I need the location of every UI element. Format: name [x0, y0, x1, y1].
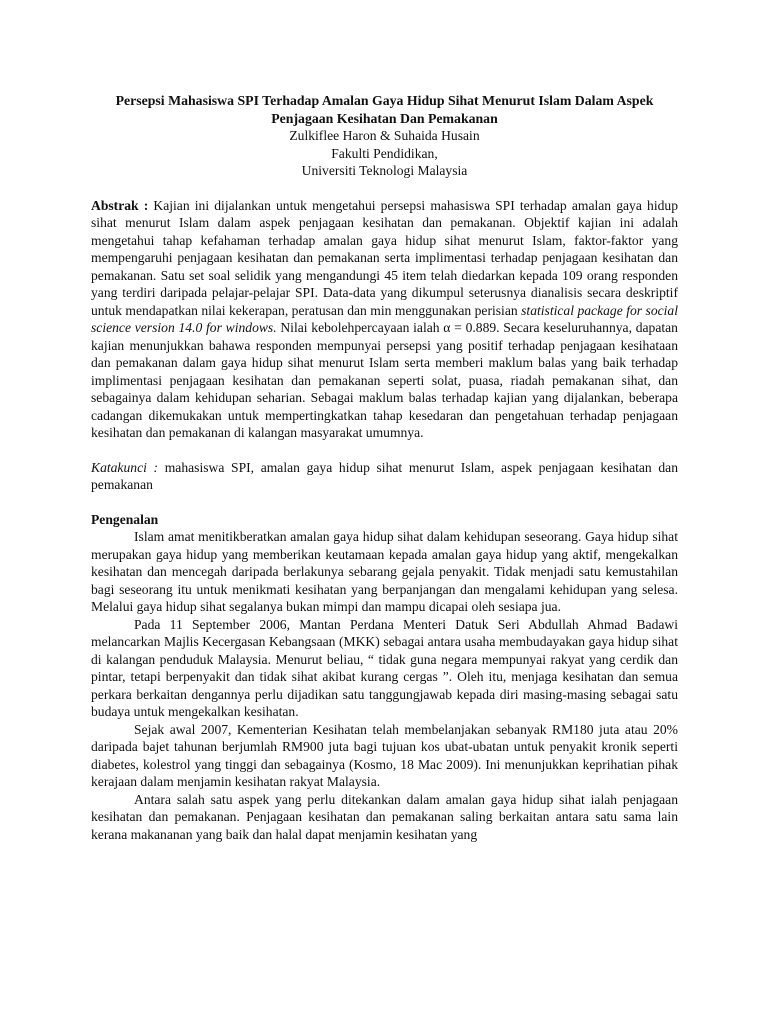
abstract-label: Abstrak : — [91, 197, 149, 213]
paper-header — [91, 92, 678, 180]
intro-paragraph-2: Pada 11 September 2006, Mantan Perdana Menteri Datuk Seri Abdullah Ahmad Badawi melancarkan Majlis Kecergasan Kebangsaan (MKK) sebagai antara usaha membudayakan gaya hidup sihat di kalangan penduduk Malaysia. Menurut beliau, “ tidak guna negara mempunyai rakyat yang cerdik dan pintar, tetapi berpenyakit dan tidak sihat akibat kurang cergas ”. Oleh itu, menjaga kesihatan dan semua perkara berkaitan dengannya perlu dijadikan satu tanggungjawab kepada diri masing-masing sebagai satu budaya untuk mengekalkan kesihatan. — [91, 616, 678, 719]
paper-faculty: Fakulti Pendidikan, — [331, 145, 438, 161]
intro-paragraph-3: Sejak awal 2007, Kementerian Kesihatan telah membelanjakan sebanyak RM180 juta atau 20% daripada bajet tahunan berjumlah RM900 juta bagi tujuan kos ubat-ubatan untuk penyakit kronik seperti diabetes, kolestrol yang tinggi dan sebagainya (Kosmo, 18 Mac 2009). Ini menunjukkan keprihatian pihak kerajaan dalam menjamin kesihatan rakyat Malaysia. — [91, 721, 678, 789]
intro-paragraph-4: Antara salah satu aspek yang perlu ditekankan dalam amalan gaya hidup sihat ialah penjagaan kesihatan dan pemakanan. Penjagaan kesihatan dan pemakanan saling berkaitan antara satu sama lain kerana makananan yang baik dan halal dapat menjamin kesihatan yang — [91, 791, 678, 842]
paper-authors: Zulkiflee Haron & Suhaida Husain — [289, 128, 480, 143]
abstract-software: statistical package for social science version 14.0 for windows. — [91, 302, 678, 335]
paper-university: Universiti Teknologi Malaysia — [301, 163, 468, 178]
paper-title: Persepsi Mahasiswa SPI Terhadap Amalan Gaya Hidup Sihat Menurut Islam Dalam Aspek Penjagaan Kesihatan Dan Pemakanan — [115, 93, 654, 126]
section-heading-introduction: Pengenalan — [91, 511, 159, 527]
intro-paragraph-1: Islam amat menitikberatkan amalan gaya hidup sihat dalam kehidupan seseorang. Gaya hidup sihat merupakan gaya hidup yang memberikan keutamaan kepada amalan gaya hidup yang aktif, mengekalkan kesihatan dan mencegah daripada berlakunya sebarang gejala penyakit. Tidak menjadi satu kemustahilan bagi seseorang itu untuk menikmati kesihatan yang berpanjangan dan mengalami kehidupan yang selesa. Melalui gaya hidup sihat segalanya bukan mimpi dan mampu dicapai oleh sesiapa jua. — [91, 529, 678, 614]
keywords-label: Katakunci : — [91, 459, 159, 475]
abstract-text-1: Kajian ini dijalankan untuk mengetahui persepsi mahasiswa SPI terhadap amalan gaya hidup sihat menurut Islam dalam aspek penjagaan kesihatan dan pemakanan. Objektif kajian ini adalah mengetahui tahap kefahaman terhadap amalan gaya hidup sihat menurut Islam, faktor-faktor yang mempengaruhi penjagaan kesihatan dan pemakanan serta implimentasi terhadap penjagaan kesihatan dan pemakanan. Satu set soal selidik yang mengandungi 45 item telah diedarkan kepada 109 orang responden yang terdiri daripada pelajar-pelajar SPI. Data-data yang dikumpul seterusnya dianalisis secara deskriptif untuk mendapatkan nilai kekerapan, peratusan dan min menggunakan perisian — [91, 197, 678, 318]
abstract-text-2: Nilai kebolehpercayaan ialah α = 0.889. Secara keseluruhannya, dapatan kajian menunjukkan bahawa responden mempunyai persepsi yang positif terhadap penjagaan kesihataan dan pemakanan dalam gaya hidup sihat menurut Islam serta memberi maklum balas yang baik terhadap implimentasi penjagaan kesihatan dan pemakanan seperti solat, puasa, riadah pemakanan sihat, dan sebagainya dalam kehidupan seharian. Sebagai maklum balas terhadap kajian yang dijalankan, beberapa cadangan dikemukakan untuk mempertingkatkan tahap kesedaran dan pengetahuan terhadap penjagaan kesihatan dan pemakanan di kalangan masyarakat umumnya. — [91, 320, 678, 440]
document-page — [91, 92, 678, 843]
keywords — [91, 459, 678, 494]
keywords-text: mahasiswa SPI, amalan gaya hidup sihat menurut Islam, aspek penjagaan kesihatan dan pemakanan — [91, 459, 678, 492]
abstract — [91, 197, 678, 442]
